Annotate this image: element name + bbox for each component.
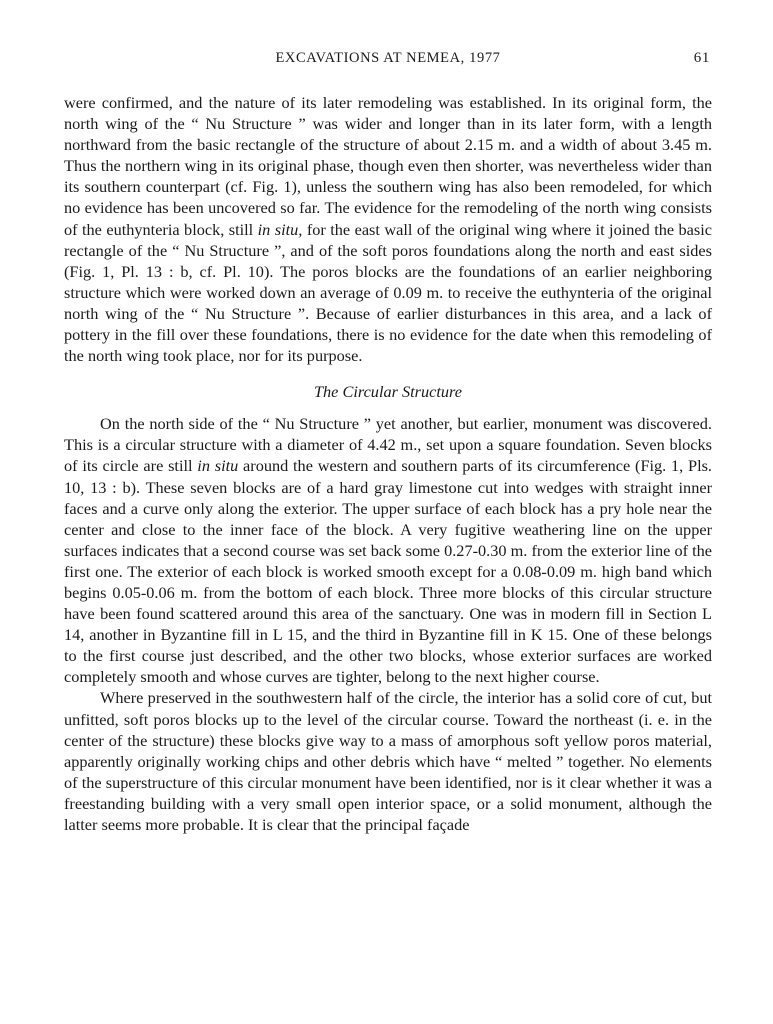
body-paragraph-2 — [64, 413, 712, 687]
paragraph-text: for the east wall of the original wing where it joined the basic rectangle of the “ Nu Structure ”, and of the soft poros foundations along the north and east sides (Fig. 1, Pl. 13 : b, cf. Pl. 10). The poros blocks are the foundations of an earlier neighboring structure which were worked down an average of 0.09 m. to receive the euthynteria of the original north wing of the “ Nu Structure ”. Because of earlier disturbances in this area, and a lack of pottery in the fill over these foundations, there is no evidence for the date when this remodeling of the north wing took place, nor for its purpose. — [64, 219, 712, 366]
body-paragraph-3 — [64, 687, 712, 835]
paragraph-text: On the north side of the “ Nu Structure ” yet another, but earlier, monument was discovered. This is a circular structure with a diameter of 4.42 m., set upon a square foundation. Seven blocks of its circle are still — [64, 414, 712, 476]
paragraph-text: around the western and southern parts of its circumference (Fig. 1, Pls. 10, 13 : b). These seven blocks are of a hard gray limestone cut into wedges with straight inner faces and a curve only along the exterior. The upper surface of each block has a pry hole near the center and close to the inner face of the block. A very fugitive weathering line on the upper surfaces indicates that a second course was set back some 0.27-0.30 m. from the exterior line of the first one. The exterior of each block is worked smooth except for a 0.08-0.09 m. high band which begins 0.05-0.06 m. from the bottom of each block. Three more blocks of this circular structure have been found scattered around this area of the sanctuary. One was in modern fill in Section L 14, another in Byzantine fill in L 15, and the third in Byzantine fill in K 15. One of these belongs to the first course just described, and the other two blocks, whose exterior surfaces are worked completely smooth and whose curves are tighter, belong to the next higher course. — [64, 456, 713, 687]
running-title: EXCAVATIONS AT NEMEA, 1977 — [275, 50, 501, 66]
italic-term: in situ, — [257, 219, 303, 239]
paragraph-text: Where preserved in the southwestern half of the circle, the interior has a solid core of cut, but unfitted, soft poros blocks up to the level of the circular course. Toward the northeast (i. e. in the center of the structure) these blocks give way to a mass of amorphous soft yellow poros material, apparently originally working chips and other debris which have “ melted ” together. No elements of the superstructure of this circular monument have been identified, nor is it clear whether it was a freestanding building with a very small open interior space, or a solid monument, although the latter seems more probable. It is clear that the principal façade — [64, 688, 712, 834]
running-head — [64, 50, 712, 80]
section-heading: The Circular Structure — [313, 382, 463, 402]
page — [64, 50, 712, 835]
body-paragraph-1 — [64, 92, 712, 366]
paragraph-text: were confirmed, and the nature of its later remodeling was established. In its original form, the north wing of the “ Nu Structure ” was wider and longer than in its later form, with a length northward from the basic rectangle of the structure of about 2.15 m. and a width of about 3.45 m. Thus the northern wing in its original phase, though even then shorter, was nevertheless wider than its southern counterpart (cf. Fig. 1), unless the southern wing has also been remodeled, for which no evidence has been uncovered so far. The evidence for the remodeling of the north wing consists of the euthynteria block, still — [64, 93, 712, 239]
italic-term: in situ — [197, 456, 239, 476]
page-number: 61 — [693, 50, 710, 66]
